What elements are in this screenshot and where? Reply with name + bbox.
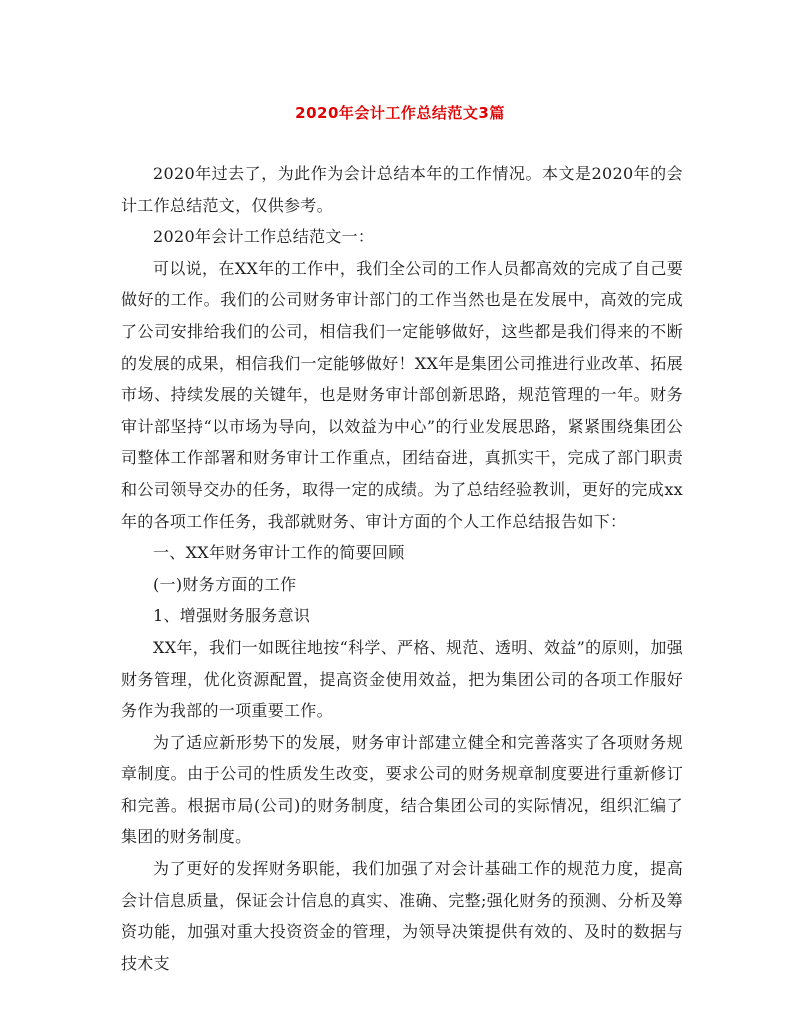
paragraph-intro: 2020年过去了，为此作为会计总结本年的工作情况。本文是2020年的会计工作总结范文，仅供参考。	[121, 164, 683, 215]
paragraph-item-heading: 1、增强财务服务意识	[153, 606, 311, 626]
paragraph-subsection-heading: (一)财务方面的工作	[153, 574, 297, 594]
paragraph-regulations: 为了适应新形势下的发展，财务审计部建立健全和完善落实了各项财务规章制度。由于公司的性质发生改变，要求公司的财务规章制度要进行重新修订和完善。根据市局(公司)的财务制度，结合集团公司的实际情况，组织汇编了集团的财务制度。	[121, 732, 683, 847]
paragraph-overview: 可以说，在XX年的工作中，我们全公司的工作人员都高效的完成了自己要做好的工作。我们的公司财务审计部门的工作当然也是在发展中，高效的完成了公司安排给我们的公司，相信我们一定能够做好，这些都是我们得来的不断的发展的成果，相信我们一定能够做好！XX年是集团公司推进行业改革、拓展市场、持续发展的关键年，也是财务审计部创新思路，规范管理的一年。财务审计部坚持“以市场为导向，以效益为中心”的行业发展思路，紧紧围绕集团公司整体工作部署和财务审计工作重点，团结奋进，真抓实干，完成了部门职责和公司领导交办的任务，取得一定的成绩。为了总结经验教训，更好的完成xx年的各项工作任务，我部就财务、审计方面的个人工作总结报告如下：	[121, 258, 683, 531]
document-title: 2020年会计工作总结范文3篇	[295, 104, 505, 122]
paragraph-section-heading: 一、XX年财务审计工作的简要回顾	[153, 543, 405, 563]
paragraph-principles: XX年，我们一如既往地按“科学、严格、规范、透明、效益”的原则，加强财务管理，优化资源配置，提高资金使用效益，把为集团公司的各项工作服好务作为我部的一项重要工作。	[121, 637, 683, 721]
document-body	[121, 158, 683, 979]
paragraph-heading-sample-one: 2020年会计工作总结范文一：	[153, 227, 375, 247]
paragraph-functions: 为了更好的发挥财务职能，我们加强了对会计基础工作的规范力度，提高会计信息质量，保证会计信息的真实、准确、完整;强化财务的预测、分析及筹资功能，加强对重大投资资金的管理，为领导决策提供有效的、及时的数据与技术支	[121, 859, 683, 973]
